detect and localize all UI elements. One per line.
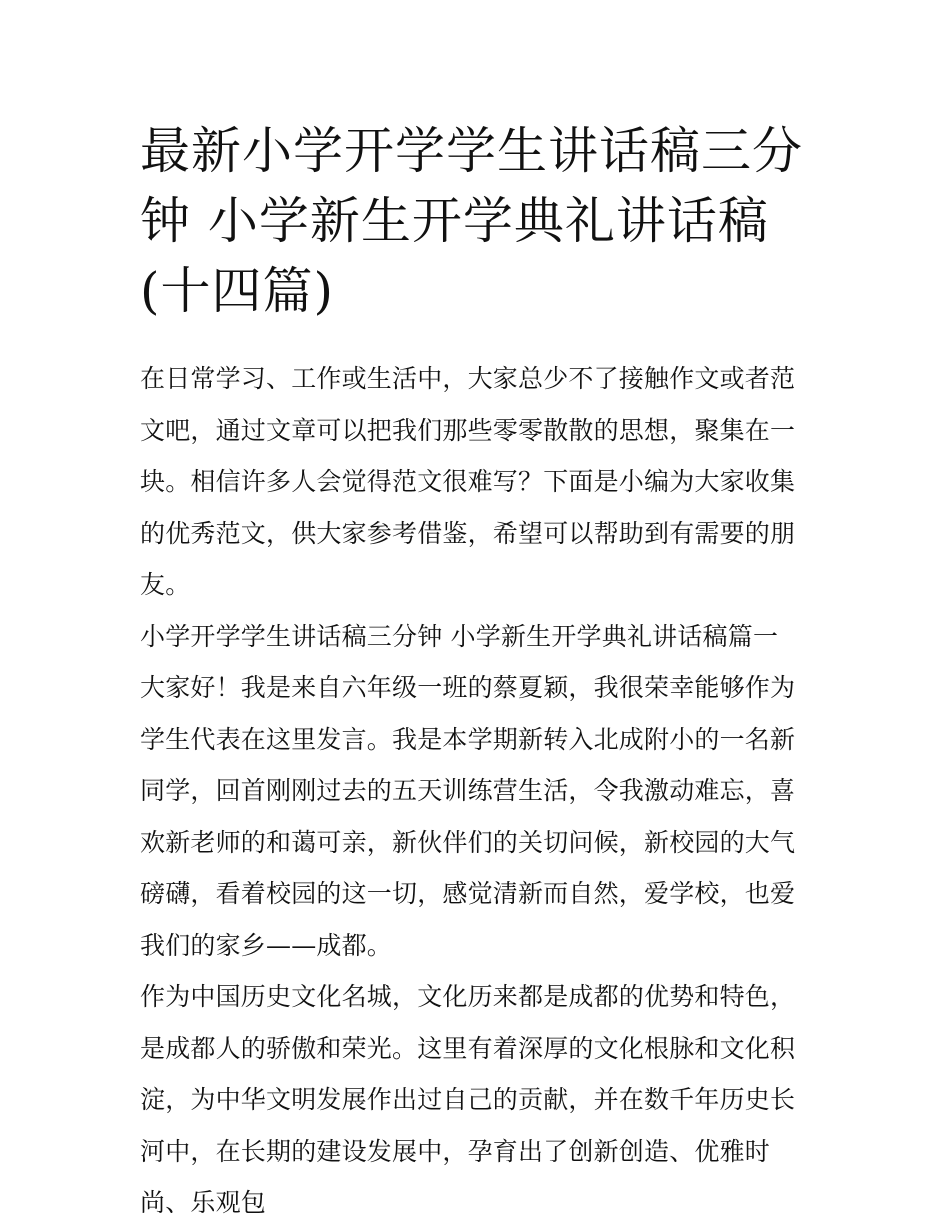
section-heading: 小学开学学生讲话稿三分钟 小学新生开学典礼讲话稿篇一	[140, 621, 779, 651]
body-paragraph: 作为中国历史文化名城，文化历来都是成都的优势和特色，是成都人的骄傲和荣光。这里有着深厚的文化根脉和文化积淀，为中华文明发展作出过自己的贡献，并在数千年历史长河中，在长期的建设发展中，孕育出了创新创造、优雅时尚、乐观包	[140, 982, 796, 1217]
intro-paragraph: 在日常学习、工作或生活中，大家总少不了接触作文或者范文吧，通过文章可以把我们那些零零散散的思想，聚集在一块。相信许多人会觉得范文很难写？下面是小编为大家收集的优秀范文，供大家参考借鉴，希望可以帮助到有需要的朋友。	[140, 364, 796, 599]
document-title: 最新小学开学学生讲话稿三分钟 小学新生开学典礼讲话稿(十四篇)	[140, 122, 803, 320]
document-body	[140, 353, 820, 1229]
body-paragraph: 大家好！我是来自六年级一班的蔡夏颖，我很荣幸能够作为学生代表在这里发言。我是本学期新转入北成附小的一名新同学，回首刚刚过去的五天训练营生活，令我激动难忘，喜欢新老师的和蔼可亲，新伙伴们的关切问候，新校园的大气磅礴，看着校园的这一切，感觉清新而自然，爱学校，也爱我们的家乡——成都。	[140, 673, 796, 960]
